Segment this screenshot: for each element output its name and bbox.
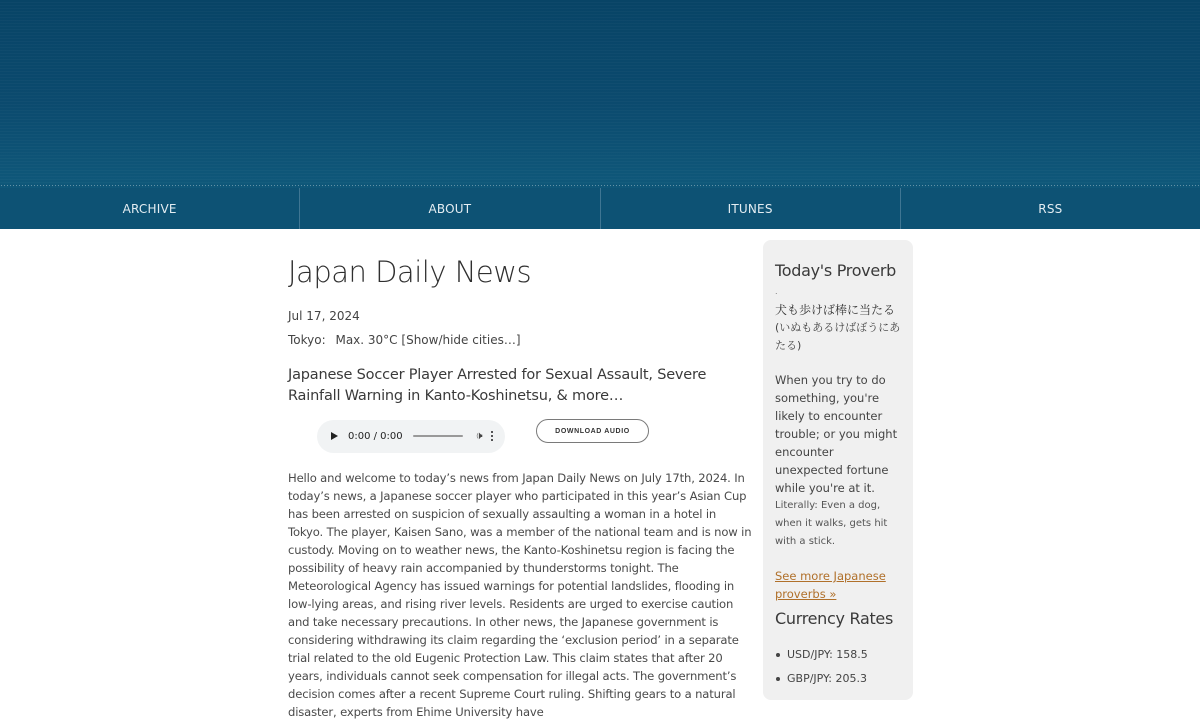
play-icon[interactable] <box>331 432 338 440</box>
weather-line <box>288 332 750 348</box>
page-title: Japan Daily News <box>288 255 532 289</box>
article-text: Hello and welcome to today’s news from Japan Daily News on July 17th, 2024. In today’s news, a Japanese soccer player who participated in this year’s Asian Cup has been arrested on suspicion of sexually assaulting a woman in a hotel in Tokyo. The player, Kaisen Sano, was a member of the national team and is now in custody. Moving on to weather news, the Kanto-Koshinetsu region is facing the possibility of heavy rain accompanied by thunderstorms tonight. The Meteorological Agency has issued warnings for potential landslides, flooding in low-lying areas, and rising river levels. Residents are urged to exercise caution and take necessary precautions. In other news, the Japanese government is considering withdrawing its claim regarding the ‘exclusion period’ in a separate trial related to the old Eugenic Protection Law. This claim states that after 20 years, individuals cannot seek compensation for illegal acts. The government’s decision comes after a recent Supreme Court ruling. Shifting gears to a natural disaster, experts from Ehime University have <box>288 471 752 719</box>
more-proverbs-link[interactable]: See more Japanese proverbs » <box>775 569 886 601</box>
proverb-meaning: When you try to do something, you're likely to encounter trouble; or you might encounter unexpected fortune while you're at it. <box>775 373 898 495</box>
sidebar <box>763 240 913 700</box>
download-audio-button[interactable]: DOWNLOAD AUDIO <box>536 419 649 443</box>
more-options-icon[interactable] <box>491 431 494 442</box>
audio-row <box>288 419 750 453</box>
rate-gbp-jpy: GBP/JPY: 205.3 <box>775 667 901 691</box>
weather-temp: Max. 30°C <box>335 333 398 347</box>
audio-time: 0:00 / 0:00 <box>348 430 403 442</box>
header-banner <box>0 0 1200 186</box>
rate-usd-jpy: USD/JPY: 158.5 <box>775 643 901 667</box>
currency-title: Currency Rates <box>775 609 893 628</box>
volume-icon[interactable]: 🕩 <box>475 429 483 442</box>
currency-list <box>775 643 901 691</box>
post-date: Jul 17, 2024 <box>288 309 360 323</box>
nav-itunes[interactable]: ITUNES <box>601 188 901 229</box>
nav-about[interactable]: ABOUT <box>300 188 600 229</box>
toggle-cities-link[interactable]: [Show/hide cities…] <box>401 333 521 347</box>
proverb-title: Today's Proverb <box>775 261 897 280</box>
main-nav <box>0 188 1200 229</box>
proverb-literal: Literally: Even a dog, when it walks, gets hit with a stick. <box>775 500 888 547</box>
proverb-dot: . <box>775 287 778 296</box>
weather-city: Tokyo: <box>288 333 326 347</box>
nav-rss[interactable]: RSS <box>1038 201 1063 216</box>
proverb-reading: (いぬもあるけばぼうにあたる) <box>775 321 901 352</box>
audio-progress-track[interactable] <box>413 435 463 437</box>
proverb-japanese: 犬も歩けば棒に当たる <box>775 303 896 317</box>
main-content <box>288 240 750 721</box>
episode-headline: Japanese Soccer Player Arrested for Sexual Assault, Severe Rainfall Warning in Kanto-Koshinetsu, & more… <box>288 367 707 404</box>
nav-archive[interactable]: ARCHIVE <box>0 188 300 229</box>
audio-player <box>317 420 505 453</box>
